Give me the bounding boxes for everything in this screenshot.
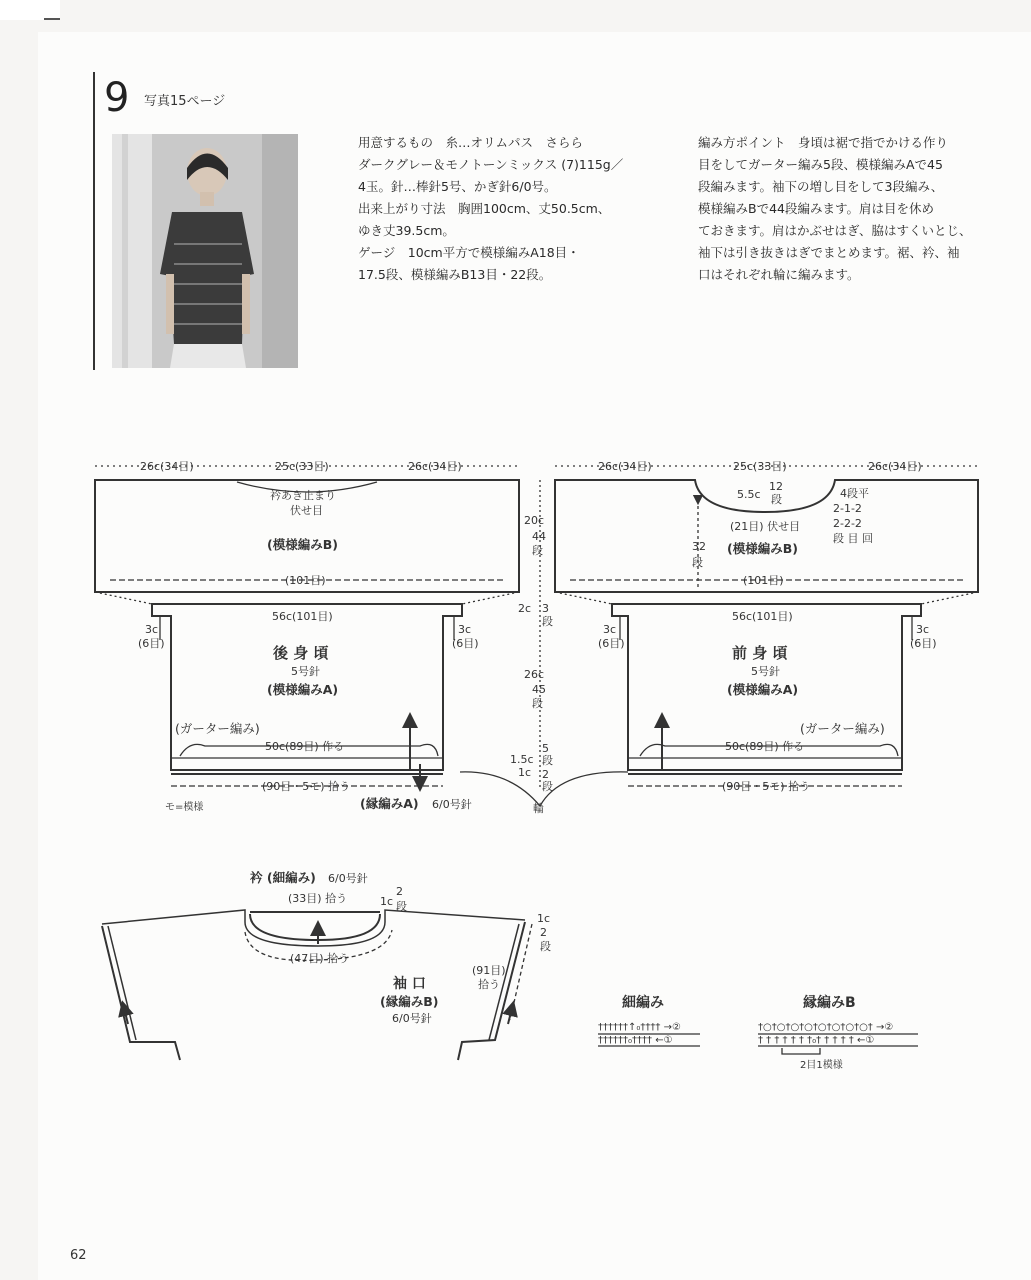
points-line: 段編みます。袖下の増し目をして3段編み、 xyxy=(698,179,944,194)
back-body-sts: 56c(101目) xyxy=(272,610,333,623)
materials-line: 用意するもの 糸…オリムパス さらら xyxy=(358,135,584,150)
back-garter: (ガーター編み) xyxy=(175,721,260,736)
points-line: 袖下は引き抜きはぎでまとめます。裾、衿、袖 xyxy=(698,245,960,260)
sleeve-right-edge xyxy=(458,922,525,1060)
back-pattern-b: (模様編みB) xyxy=(267,537,338,552)
sleeve-pick: 拾う xyxy=(478,978,500,991)
dim-h4-rows: 5 xyxy=(542,742,549,755)
front-title: 前 身 頃 xyxy=(732,644,788,662)
front-dec2: 2-1-2 xyxy=(833,502,862,515)
front-dim-mid: 25c(33目) xyxy=(733,460,787,473)
back-neck-note2: 伏せ目 xyxy=(290,504,323,517)
photo-reference: 写真15ページ xyxy=(144,94,226,109)
collar-height: 1c xyxy=(380,895,394,908)
back-edging: (縁編みA) xyxy=(360,796,419,811)
back-join-dots xyxy=(95,592,519,604)
collar-rows: 2 xyxy=(396,885,403,898)
front-inc-right-a: 3c xyxy=(916,623,930,636)
front-inc-left-a: 3c xyxy=(603,623,617,636)
dim-h3-unit: 段 xyxy=(532,697,543,710)
b-row2: †○†○†○†○†○†○†○†○† →② xyxy=(758,1022,894,1033)
collar-inner xyxy=(250,914,380,940)
dim-h3-rows: 45 xyxy=(532,683,546,696)
front-side-rows-unit: 段 xyxy=(692,556,703,569)
points-line: 編み方ポイント 身頃は裾で指でかける作り xyxy=(698,135,949,150)
b-repeat: 2目1模様 xyxy=(800,1060,843,1071)
b-title: 縁編みB xyxy=(803,995,856,1011)
front-inc-right-b: (6目) xyxy=(910,637,937,650)
sleeve-rows: 2 xyxy=(540,926,547,939)
b-repeat-bracket xyxy=(782,1048,820,1054)
sc-title: 細編み xyxy=(622,995,664,1011)
front-dec1: 4段平 xyxy=(840,487,869,500)
collar-rows-unit: 段 xyxy=(396,900,407,913)
dim-h2-unit: 段 xyxy=(542,615,553,628)
materials-line: 17.5段、模様編みB13目・22段。 xyxy=(358,267,552,282)
front-garter: (ガーター編み) xyxy=(800,721,885,736)
back-inc-left-b: (6目) xyxy=(138,637,165,650)
front-dec3: 2-2-2 xyxy=(833,517,862,530)
back-dim-mid: 25c(33目) xyxy=(275,460,329,473)
collar-back-sts: (33目) 拾う xyxy=(288,892,348,905)
front-needle: 5号針 xyxy=(751,665,780,678)
front-join-dots xyxy=(555,592,978,604)
dim-h4: 1.5c xyxy=(510,753,534,766)
front-dim-right: 26c(34目) xyxy=(868,460,922,473)
sc-row2: ††††††↑₀†††† →② xyxy=(598,1022,681,1033)
front-neck-depth: 5.5c xyxy=(737,488,761,501)
back-neck-note1: 衿あき止まり xyxy=(270,489,336,502)
dim-h5-unit: 段 xyxy=(542,780,553,793)
materials-line: 4玉。針…棒針5号、かぎ針6/0号。 xyxy=(358,179,557,194)
front-body-sts: 56c(101目) xyxy=(732,610,793,623)
points-line: ておきます。肩はかぶせはぎ、脇はすくいとじ、 xyxy=(698,223,972,238)
back-yoke-sts: (101目) xyxy=(285,574,326,587)
back-inc-left-a: 3c xyxy=(145,623,159,636)
sleeve-rows-unit: 段 xyxy=(540,940,551,953)
front-cast-on: 50c(89目) 作る xyxy=(725,740,805,753)
sc-row1: ††††††₀†††† ←① xyxy=(598,1035,673,1046)
sleeve-sts: (91目) xyxy=(472,964,506,977)
dim-h5: 1c xyxy=(518,766,532,779)
dim-h5-rows: 2 xyxy=(542,768,549,781)
dim-h2-rows: 3 xyxy=(542,602,549,615)
sleeve-pattern: (縁編みB) xyxy=(380,994,439,1009)
dim-h2: 2c xyxy=(518,602,532,615)
back-edging-needle: 6/0号針 xyxy=(432,798,472,811)
materials-line: ダークグレー＆モノトーンミックス (7)115g／ xyxy=(358,157,624,172)
points-line: 目をしてガーター編み5段、模様編みAで45 xyxy=(698,157,943,172)
back-inc-right-a: 3c xyxy=(458,623,472,636)
front-pickup: (90目・5モ) 拾う xyxy=(722,780,811,793)
materials-line: ゆき丈39.5cm。 xyxy=(358,223,455,238)
page-number: 62 xyxy=(70,1248,87,1263)
dim-h4-unit: 段 xyxy=(542,754,553,767)
sleeve-title: 袖 口 xyxy=(393,976,426,992)
front-dec4: 段 目 回 xyxy=(833,532,873,545)
front-pattern-b: (模様編みB) xyxy=(727,541,798,556)
front-neck-rows-unit: 段 xyxy=(771,493,782,506)
materials-line: 出来上がり寸法 胸囲100cm、丈50.5cm、 xyxy=(358,201,611,216)
dim-h1-unit: 段 xyxy=(532,544,543,557)
points-line: 模様編みBで44段編みます。肩は目を休め xyxy=(698,201,934,216)
back-inc-right-b: (6目) xyxy=(452,637,479,650)
b-row1: † † † † † † †₀† † † † † ←① xyxy=(758,1035,875,1046)
ring-label: 輪 xyxy=(533,802,544,815)
sleeve-height: 1c xyxy=(537,912,551,925)
back-cast-on: 50c(89目) 作る xyxy=(265,740,345,753)
front-inc-left-b: (6目) xyxy=(598,637,625,650)
dim-h1: 20c xyxy=(524,514,545,527)
back-dim-right: 26c(34目) xyxy=(408,460,462,473)
materials-line: ゲージ 10cm平方で模様編みA18目・ xyxy=(358,245,580,260)
front-pattern-a: (模様編みA) xyxy=(727,682,799,697)
collar-front-sts: (47目) 拾う xyxy=(290,952,350,965)
dim-h1-rows: 44 xyxy=(532,530,546,543)
back-pattern-a: (模様編みA) xyxy=(267,682,339,697)
front-neck-rows: 12 xyxy=(769,480,783,493)
collar-needle: 6/0号針 xyxy=(328,872,368,885)
front-yoke-sts: (101目) xyxy=(743,574,784,587)
sleeve-needle: 6/0号針 xyxy=(392,1012,432,1025)
points-line: 口はそれぞれ輪に編みます。 xyxy=(698,267,860,282)
mo-note: モ=模様 xyxy=(165,802,204,813)
collar-title: 衿 (細編み) xyxy=(250,870,316,885)
back-title: 後 身 頃 xyxy=(273,644,329,662)
pattern-number: 9 xyxy=(104,75,130,121)
front-side-rows: 32 xyxy=(692,540,706,553)
dim-h3: 26c xyxy=(524,668,545,681)
back-pickup: (90目・5モ) 拾う xyxy=(262,780,351,793)
back-needle: 5号針 xyxy=(291,665,320,678)
front-bind: (21目) 伏せ目 xyxy=(730,520,801,533)
back-dim-left: 26c(34目) xyxy=(140,460,194,473)
front-dim-left: 26c(34目) xyxy=(598,460,652,473)
sleeve-left-inner xyxy=(108,926,136,1040)
